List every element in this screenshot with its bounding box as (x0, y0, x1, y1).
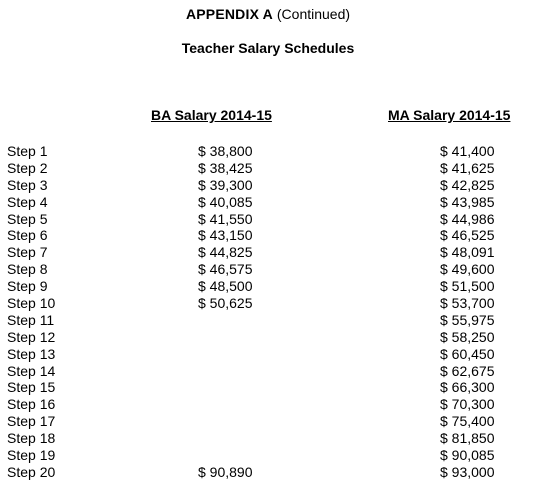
step-label: Step 12 (7, 328, 56, 345)
ma-salary-cell: $ 41,625 (440, 159, 495, 176)
ma-salary-cell: $ 48,091 (440, 244, 495, 261)
step-label: Step 4 (7, 193, 48, 210)
ma-salary-cell: $ 44,986 (440, 210, 495, 227)
table-row (0, 227, 536, 244)
table-row (0, 363, 536, 380)
appendix-label: APPENDIX A (185, 6, 273, 22)
step-label: Step 18 (7, 430, 56, 447)
step-label: Step 17 (7, 413, 56, 430)
table-row (0, 295, 536, 312)
ma-salary-cell: $ 41,400 (440, 143, 495, 159)
ma-salary-cell: $ 58,250 (440, 328, 495, 345)
table-row (0, 329, 536, 346)
ma-salary-cell: $ 51,500 (440, 278, 495, 295)
table-row (0, 396, 536, 413)
ma-salary-cell: $ 46,525 (440, 227, 495, 244)
table-row (0, 160, 536, 177)
table-row (0, 177, 536, 194)
table-row (0, 143, 536, 160)
table-row (0, 464, 536, 481)
ma-salary-cell: $ 62,675 (440, 362, 495, 379)
ma-salary-cell: $ 55,975 (440, 311, 495, 328)
ba-column-header: BA Salary 2014-15 (151, 107, 272, 123)
ma-salary-cell: $ 75,400 (440, 413, 495, 430)
ba-salary-cell: $ 41,550 (198, 210, 253, 227)
ba-salary-cell: $ 90,890 (198, 463, 253, 480)
ma-salary-cell: $ 93,000 (440, 463, 495, 480)
step-label: Step 5 (7, 210, 48, 227)
ba-salary-cell: $ 48,500 (198, 278, 253, 295)
ma-salary-cell: $ 43,985 (440, 193, 495, 210)
ma-salary-cell: $ 70,300 (440, 396, 495, 413)
ma-salary-cell: $ 81,850 (440, 430, 495, 447)
table-row (0, 211, 536, 228)
table-row (0, 261, 536, 278)
table-row (0, 430, 536, 447)
step-label: Step 13 (7, 345, 56, 362)
step-label: Step 15 (7, 379, 56, 396)
ma-salary-cell: $ 53,700 (440, 295, 495, 312)
appendix-heading (0, 6, 536, 22)
step-label: Step 11 (7, 311, 55, 328)
ba-salary-cell: $ 39,300 (198, 176, 253, 193)
ma-salary-cell: $ 60,450 (440, 345, 495, 362)
ba-salary-cell: $ 50,625 (198, 295, 253, 312)
table-row (0, 244, 536, 261)
step-label: Step 10 (7, 295, 56, 312)
step-label: Step 3 (7, 176, 48, 193)
step-label: Step 2 (7, 159, 48, 176)
step-label: Step 1 (7, 143, 48, 159)
ma-salary-cell: $ 49,600 (440, 261, 495, 278)
schedule-title: Teacher Salary Schedules (181, 40, 355, 56)
table-row (0, 278, 536, 295)
step-label: Step 7 (7, 244, 48, 261)
ma-column-header: MA Salary 2014-15 (388, 107, 511, 123)
step-label: Step 19 (7, 447, 56, 464)
step-label: Step 20 (7, 463, 56, 480)
step-label: Step 9 (7, 278, 48, 295)
salary-table (0, 143, 536, 481)
continued-label: (Continued) (276, 6, 351, 22)
step-label: Step 16 (7, 396, 56, 413)
step-label: Step 14 (7, 362, 56, 379)
ma-salary-cell: $ 90,085 (440, 447, 495, 464)
table-row (0, 194, 536, 211)
ba-salary-cell: $ 38,425 (198, 159, 253, 176)
ba-salary-cell: $ 38,800 (198, 143, 253, 159)
step-label: Step 8 (7, 261, 48, 278)
ma-salary-cell: $ 42,825 (440, 176, 495, 193)
ba-salary-cell: $ 43,150 (198, 227, 253, 244)
step-label: Step 6 (7, 227, 48, 244)
table-row (0, 379, 536, 396)
ba-salary-cell: $ 40,085 (198, 193, 253, 210)
table-row (0, 413, 536, 430)
table-row (0, 447, 536, 464)
table-row (0, 346, 536, 363)
table-row (0, 312, 536, 329)
ba-salary-cell: $ 46,575 (198, 261, 253, 278)
ba-salary-cell: $ 44,825 (198, 244, 253, 261)
ma-salary-cell: $ 66,300 (440, 379, 495, 396)
